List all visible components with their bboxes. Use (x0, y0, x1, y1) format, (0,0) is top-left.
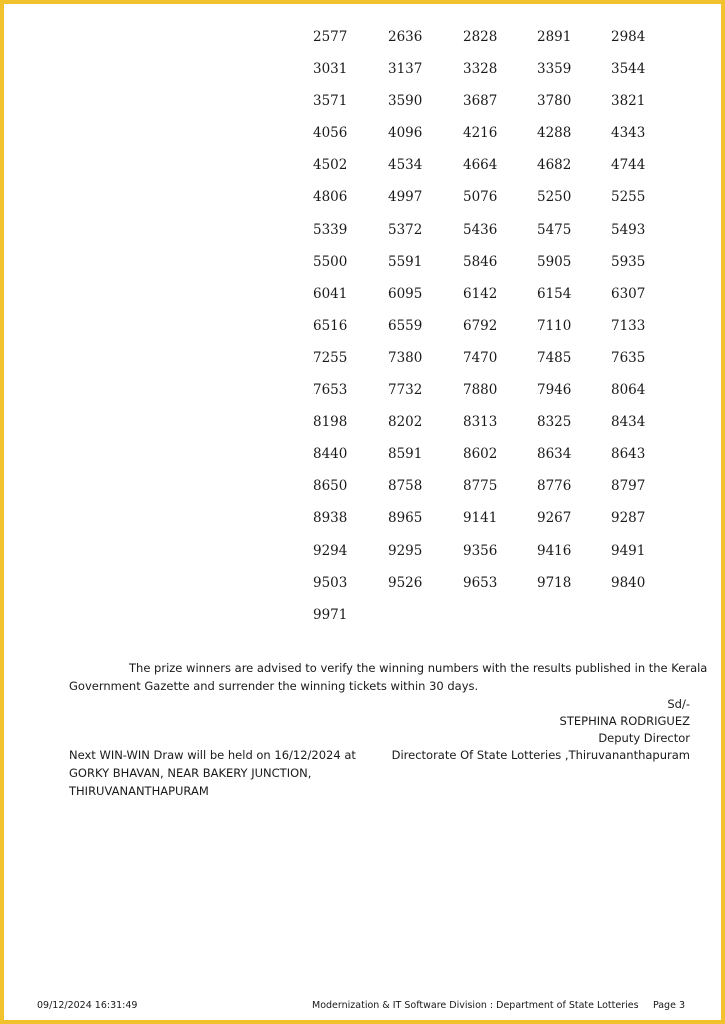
notice-line-2: Government Gazette and surrender the winning tickets within 30 days. (69, 679, 479, 693)
winning-number: 7110 (537, 317, 572, 334)
winning-number: 7635 (611, 349, 646, 366)
winning-number: 8064 (611, 382, 646, 399)
winning-number: 5475 (537, 221, 572, 238)
winning-number: 8776 (537, 478, 572, 495)
winning-number: 9503 (313, 574, 348, 591)
winning-number: 2891 (537, 29, 572, 45)
winning-number: 4343 (611, 125, 646, 142)
winning-number: 5591 (388, 253, 423, 270)
winning-number: 9491 (611, 542, 646, 559)
winning-number: 6307 (611, 285, 646, 302)
winning-number: 8198 (313, 414, 348, 431)
winning-number: 7880 (463, 382, 498, 399)
winning-number: 8965 (388, 510, 423, 527)
winning-number: 8797 (611, 478, 646, 495)
signature-sd: Sd/- (667, 697, 690, 711)
winning-number: 3544 (611, 61, 646, 78)
winning-number: 2984 (611, 29, 646, 45)
winning-number: 8938 (313, 510, 348, 527)
signatory-office: Directorate Of State Lotteries ,Thiruvananthapuram (391, 748, 690, 762)
next-draw-line-1: Next WIN-WIN Draw will be held on 16/12/2024 at (69, 748, 356, 762)
winning-number: 9526 (388, 574, 423, 591)
winning-number: 7653 (313, 382, 348, 399)
winning-number: 3780 (537, 93, 572, 110)
winning-number: 4056 (313, 125, 348, 142)
winning-number: 4806 (313, 189, 348, 206)
winning-number: 9356 (463, 542, 498, 559)
winning-number: 8591 (388, 446, 423, 463)
winning-number: 3137 (388, 61, 423, 78)
winning-number: 7380 (388, 349, 423, 366)
next-draw-line-3: THIRUVANANTHAPURAM (69, 784, 209, 798)
winning-number: 6516 (313, 317, 348, 334)
winning-number: 5250 (537, 189, 572, 206)
winning-number: 8434 (611, 414, 646, 431)
winning-number: 7485 (537, 349, 572, 366)
winning-number: 7732 (388, 382, 423, 399)
winning-number: 3031 (313, 61, 348, 78)
winning-number: 2828 (463, 29, 498, 45)
winning-number: 3687 (463, 93, 498, 110)
winning-number: 9141 (463, 510, 498, 527)
winning-number: 4502 (313, 157, 348, 174)
winning-number: 4096 (388, 125, 423, 142)
winning-number: 5846 (463, 253, 498, 270)
winning-number: 3328 (463, 61, 498, 78)
winning-number: 8650 (313, 478, 348, 495)
winning-number: 3359 (537, 61, 572, 78)
winning-number: 7133 (611, 317, 646, 334)
winning-number: 8202 (388, 414, 423, 431)
winning-number: 6041 (313, 285, 348, 302)
footer-page-number: Page 3 (652, 1000, 685, 1011)
winning-number: 5372 (388, 221, 423, 238)
winning-number: 3590 (388, 93, 423, 110)
notice-line-1: The prize winners are advised to verify the winning numbers with the results published in the Kerala (129, 661, 708, 675)
winning-number: 8313 (463, 414, 498, 431)
winning-number: 6095 (388, 285, 423, 302)
winning-number: 7255 (313, 349, 348, 366)
winning-number: 7946 (537, 382, 572, 399)
winning-number: 9267 (537, 510, 572, 527)
winning-number: 8325 (537, 414, 572, 431)
winning-number: 5500 (313, 253, 348, 270)
winning-number: 8775 (463, 478, 498, 495)
winning-number: 2636 (388, 29, 423, 45)
winning-number: 5076 (463, 189, 498, 206)
winning-number: 6559 (388, 317, 423, 334)
winning-number: 8758 (388, 478, 423, 495)
winning-number: 5255 (611, 189, 646, 206)
winning-number: 4534 (388, 157, 423, 174)
footer-division: Modernization & IT Software Division : Department of State Lotteries (312, 1000, 639, 1011)
winning-number: 9653 (463, 574, 498, 591)
winning-number: 5905 (537, 253, 572, 270)
winning-number: 5436 (463, 221, 498, 238)
footer-timestamp: 09/12/2024 16:31:49 (37, 1000, 138, 1011)
winning-number: 3571 (313, 93, 348, 110)
winning-number: 7470 (463, 349, 498, 366)
winning-number: 4997 (388, 189, 423, 206)
winning-number: 4682 (537, 157, 572, 174)
winning-number: 4744 (611, 157, 646, 174)
winning-number: 6792 (463, 317, 498, 334)
winning-number: 9840 (611, 574, 646, 591)
winning-number: 5493 (611, 221, 646, 238)
winning-number: 9294 (313, 542, 348, 559)
winning-number: 4216 (463, 125, 498, 142)
winning-number: 8440 (313, 446, 348, 463)
winning-number: 9295 (388, 542, 423, 559)
winning-number: 9718 (537, 574, 572, 591)
winning-number: 9416 (537, 542, 572, 559)
winning-number: 5935 (611, 253, 646, 270)
winning-number: 5339 (313, 221, 348, 238)
winning-number: 4664 (463, 157, 498, 174)
winning-number: 9971 (313, 606, 348, 623)
winning-number: 9287 (611, 510, 646, 527)
next-draw-line-2: GORKY BHAVAN, NEAR BAKERY JUNCTION, (69, 766, 312, 780)
winning-number: 8634 (537, 446, 572, 463)
winning-number: 4288 (537, 125, 572, 142)
winning-number: 6142 (463, 285, 498, 302)
signatory-name: STEPHINA RODRIGUEZ (559, 714, 690, 728)
winning-number: 3821 (611, 93, 646, 110)
winning-number: 6154 (537, 285, 572, 302)
winning-number: 8602 (463, 446, 498, 463)
winning-number: 2577 (313, 29, 348, 45)
winning-number: 8643 (611, 446, 646, 463)
signatory-designation: Deputy Director (598, 731, 690, 745)
winning-numbers-grid (313, 28, 671, 638)
